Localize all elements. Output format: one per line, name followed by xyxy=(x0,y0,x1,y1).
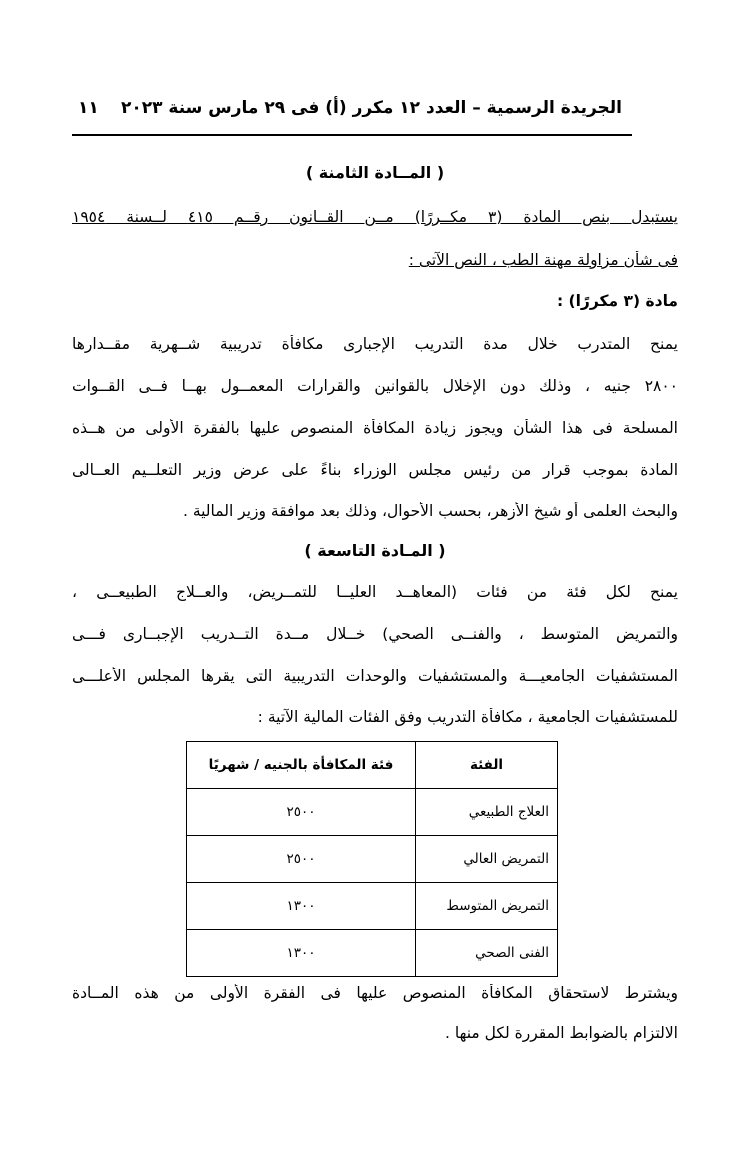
header-title: الجريدة الرسمية – العدد ١٢ مكرر (أ) فى ٢٩ مارس سنة ٢٠٢٣ xyxy=(120,98,622,118)
table-row xyxy=(187,883,558,930)
category-cell: التمريض العالي xyxy=(416,836,558,883)
closing-paragraph-line: الالتزام بالضوابط المقررة لكل منها . xyxy=(445,1024,678,1042)
category-cell: التمريض المتوسط xyxy=(416,883,558,930)
article-eight-paragraph-line: المادة بموجب قرار من رئيس مجلس الوزراء بناءً على عرض وزير التعلــيم العــالى xyxy=(72,461,678,479)
article-eight-paragraph-line: ٢٨٠٠ جنيه ، وذلك دون الإخلال بالقوانين والقرارات المعمــول بهــا فــى القــوات xyxy=(72,377,678,395)
table-row xyxy=(187,789,558,836)
page-header xyxy=(72,98,622,128)
table-row xyxy=(187,930,558,977)
rewards-table xyxy=(186,741,558,977)
amount-cell: ١٣٠٠ xyxy=(187,930,416,977)
article-eight-line: يستبدل بنص المادة (٣ مكــررًا) مــن القــانون رقــم ٤١٥ لــسنة ١٩٥٤ xyxy=(72,208,678,226)
category-cell: العلاج الطبيعي xyxy=(416,789,558,836)
closing-paragraph-line: ويشترط لاستحقاق المكافأة المنصوص عليها فى الفقرة الأولى من هذه المــادة xyxy=(72,984,678,1002)
table-header-row xyxy=(187,742,558,789)
article-eight-heading: ( المــادة الثامنة ) xyxy=(305,163,445,182)
article-nine-paragraph-line: المستشفيات الجامعيـــة والمستشفيات والوحدات التدريبية التى يقرها المجلس الأعلـــى xyxy=(72,667,678,685)
page-number: ١١ xyxy=(78,98,99,118)
category-column-header: الفئة xyxy=(416,742,558,789)
article-nine-paragraph-line: والتمريض المتوسط ، والفنــى الصحي) خــلال مــدة التــدريب الإجبــارى فـــى xyxy=(72,625,678,643)
amount-column-header: فئة المكافأة بالجنيه / شهريًا xyxy=(187,742,416,789)
article-eight-paragraph-line: يمنح المتدرب خلال مدة التدريب الإجبارى مكافأة تدريبية شــهرية مقــدارها xyxy=(72,335,678,353)
amount-cell: ١٣٠٠ xyxy=(187,883,416,930)
article-nine-paragraph-line: يمنح لكل فئة من فئات (المعاهــد العليــا للتمــريض، والعــلاج الطبيعــى ، xyxy=(72,583,678,601)
article-eight-subheading: مادة (٣ مكررًا) : xyxy=(556,292,678,310)
amount-cell: ٢٥٠٠ xyxy=(187,789,416,836)
amount-cell: ٢٥٠٠ xyxy=(187,836,416,883)
header-divider xyxy=(72,134,632,136)
article-eight-paragraph-line: المسلحة فى هذا الشأن ويجوز زيادة المكافأة المنصوص عليها بالفقرة الأولى من هــذه xyxy=(72,419,678,437)
article-eight-line: فى شأن مزاولة مهنة الطب ، النص الآتى : xyxy=(408,251,678,269)
article-nine-heading: ( المـادة التاسعة ) xyxy=(304,541,446,560)
article-nine-paragraph-line: للمستشفيات الجامعية ، مكافأة التدريب وفق الفئات المالية الآتية : xyxy=(257,708,678,726)
article-eight-paragraph-line: والبحث العلمى أو شيخ الأزهر، بحسب الأحوال، وذلك بعد موافقة وزير المالية . xyxy=(182,502,678,520)
category-cell: الفنى الصحي xyxy=(416,930,558,977)
table-row xyxy=(187,836,558,883)
